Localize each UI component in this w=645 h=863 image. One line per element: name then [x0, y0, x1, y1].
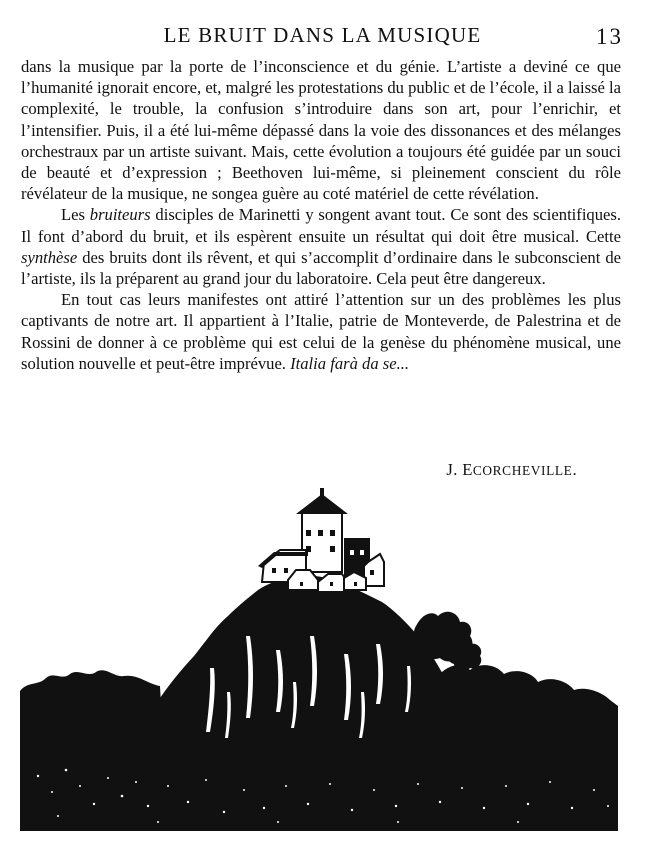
text-run: En tout cas leurs manifestes ont attiré l’attention sur un des problèmes les plus captivants de notre art. Il appartient à l’Italie, patrie de Monteverde, de Palestrina et de Rossini de donner à ce problème qui est celui de la genèse du phénomène musical, une solution nouvelle et peut-être imprévue.	[21, 290, 621, 373]
signature-period: .	[572, 460, 577, 479]
running-head	[18, 22, 627, 48]
paragraph-3	[21, 289, 621, 374]
italic-term-synthese: synthèse	[21, 247, 78, 267]
italic-closing-phrase: Italia farà da se...	[290, 353, 410, 373]
author-signature	[446, 460, 577, 480]
woodcut-castle-illustration	[18, 486, 622, 831]
right-shrubs	[438, 665, 618, 831]
signature-smallcaps: CORCHEVILLE	[472, 463, 573, 478]
running-title: LE BRUIT DANS LA MUSIQUE	[163, 23, 482, 47]
text-run: Les	[61, 205, 90, 225]
text-run: des bruits dont ils rêvent, et qui s’accomplit d’ordinaire dans le subconscient de l’artiste, ils la préparent au grand jour du laboratoire. Cela peut être dangereux.	[21, 247, 621, 289]
paragraph-1: dans la musique par la porte de l’inconscience et du génie. L’artiste a deviné ce que l’humanité ignorait encore, et, malgré les protestations du public et de l’école, il a laissé la complexité, le trouble, la confusion s’introduire dans son art, pour l’enrichir, et l’intensifier. Puis, il a été lui-même dépassé dans la voie des dissonances et des mélanges orchestraux par un artiste suivant. Mais, cette évolution a toujours été guidée par un souci de beauté et d’expression ; Beethoven lui-même, si pleinement conscient du rôle révélateur de la musique, ne songea guère au coté matériel de cette révélation.	[21, 57, 621, 204]
paragraph-2	[21, 204, 621, 289]
italic-term-bruiteurs: bruiteurs	[89, 205, 151, 225]
signature-initial: J. E	[446, 460, 473, 479]
left-bushes	[20, 670, 168, 831]
text-run: disciples de Marinetti y songent avant tout. Ce sont des scientifiques. Il font d’abord du bruit, et ils espèrent ensuite un résultat qui doit être musical. Cette	[21, 205, 621, 246]
page-number: 13	[596, 24, 623, 49]
castle	[258, 488, 384, 592]
body-text	[21, 56, 621, 374]
